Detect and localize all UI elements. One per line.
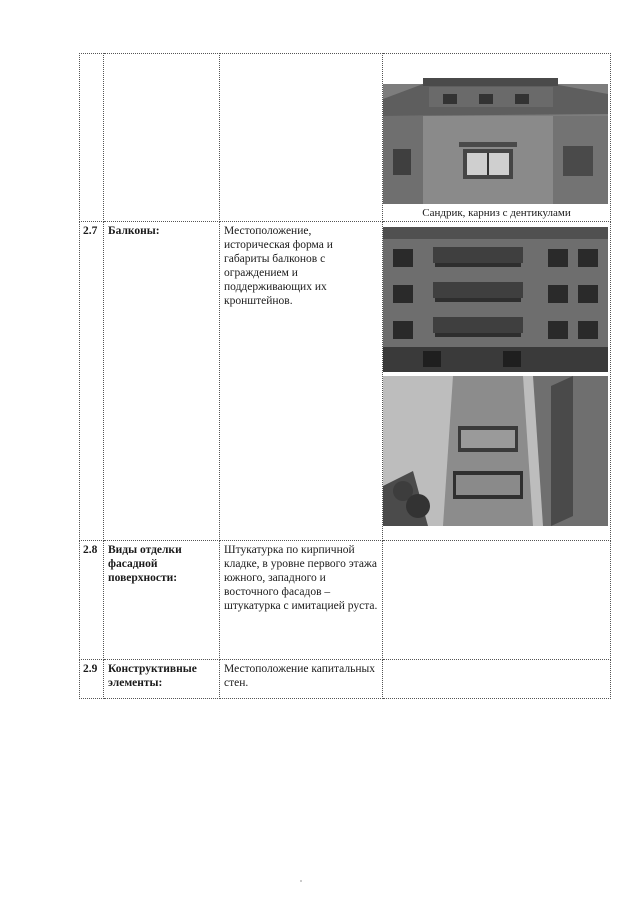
row-name: Виды отделки фасадной поверхности: [104,541,220,660]
row-number: 2.8 [80,541,104,660]
scan-speck [300,880,302,882]
table-row [80,660,611,699]
photo-caption: Сандрик, карниз с дентикулами [422,207,571,219]
row-description: Штукатурка по кирпичной кладке, в уровне первого этажа южного, западного и восточного фасадов – штукатурка с имитацией руста. [220,541,383,660]
photo-cell [383,222,611,541]
empty-photo-cell [383,660,611,699]
photo-cell [383,54,611,222]
row-number: 2.7 [80,222,104,541]
row-number [80,54,104,222]
balconies-front-photo [383,227,608,372]
document-table [79,53,611,699]
row-number: 2.9 [80,660,104,699]
table-row [80,54,611,222]
row-description: Местоположение капитальных стен. [220,660,383,699]
row-name [104,54,220,222]
facade-cornice-photo [383,54,608,204]
table-row [80,222,611,541]
balconies-angle-photo [383,376,608,526]
table-row [80,541,611,660]
row-name: Балконы: [104,222,220,541]
empty-photo-cell [383,541,611,660]
row-name: Конструктивные элементы: [104,660,220,699]
row-description: Местоположение, историческая форма и габариты балконов с ограждением и поддерживающих их кронштейнов. [220,222,383,541]
row-description [220,54,383,222]
